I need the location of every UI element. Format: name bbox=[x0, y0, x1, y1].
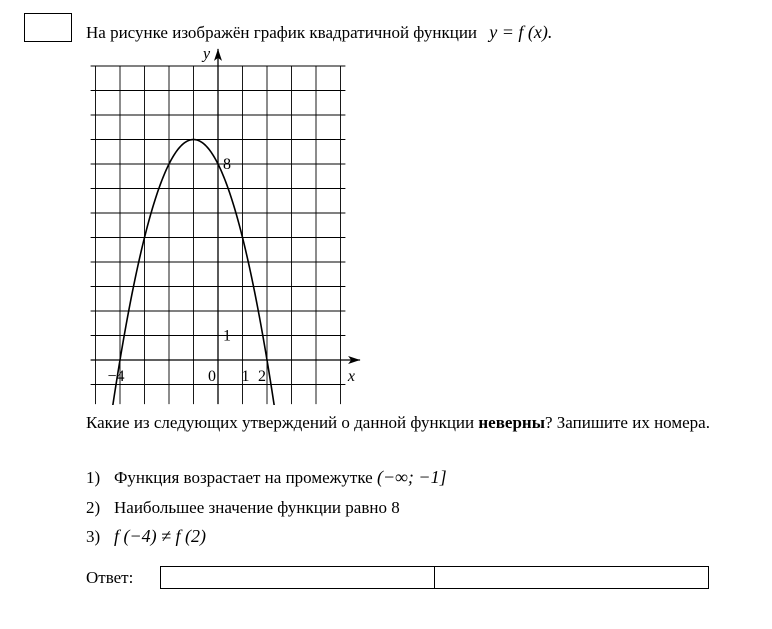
origin-label: 0 bbox=[208, 368, 216, 385]
axes bbox=[91, 49, 361, 404]
answer-field[interactable] bbox=[160, 566, 709, 589]
answer-label: Ответ: bbox=[86, 568, 134, 587]
option-1-formula: (−∞; −1] bbox=[376, 467, 447, 487]
tick-label-x-1: 1 bbox=[241, 368, 250, 385]
tick-label-y-1: 1 bbox=[223, 327, 231, 345]
answer-cell-2[interactable] bbox=[434, 567, 708, 588]
option-3-formula: f (−4) ≠ f (2) bbox=[114, 526, 207, 546]
option-3 bbox=[86, 525, 206, 548]
option-2-number: 2) bbox=[86, 498, 101, 517]
question-before: Какие из следующих утверждений о данной функции bbox=[86, 413, 479, 432]
option-2 bbox=[86, 497, 400, 519]
tick-label-y-8: 8 bbox=[223, 156, 231, 173]
tick-label-x-neg4: −4 bbox=[107, 368, 125, 385]
question-bold: неверны bbox=[478, 413, 545, 432]
option-1-text: Функция возрастает на промежутке bbox=[114, 468, 377, 487]
intro-formula: y = f (x). bbox=[489, 22, 553, 42]
option-3-number: 3) bbox=[86, 527, 101, 546]
parabola-curve bbox=[106, 140, 279, 406]
question-after: ? Запишите их номера. bbox=[544, 413, 710, 432]
option-1 bbox=[86, 466, 447, 489]
option-2-text: Наибольшее значение функции равно 8 bbox=[114, 498, 400, 517]
question-text bbox=[86, 412, 726, 433]
task-number-box[interactable] bbox=[24, 13, 72, 42]
option-1-number: 1) bbox=[86, 468, 101, 487]
tick-label-x-2: 2 bbox=[258, 368, 266, 385]
y-axis-label: y bbox=[203, 45, 211, 63]
intro-text: На рисунке изображён график квадратичной функции bbox=[86, 23, 478, 42]
task-intro bbox=[86, 22, 552, 43]
function-graph bbox=[80, 45, 370, 405]
answer-cell-1[interactable] bbox=[161, 567, 434, 588]
x-axis-label: x bbox=[347, 368, 355, 385]
